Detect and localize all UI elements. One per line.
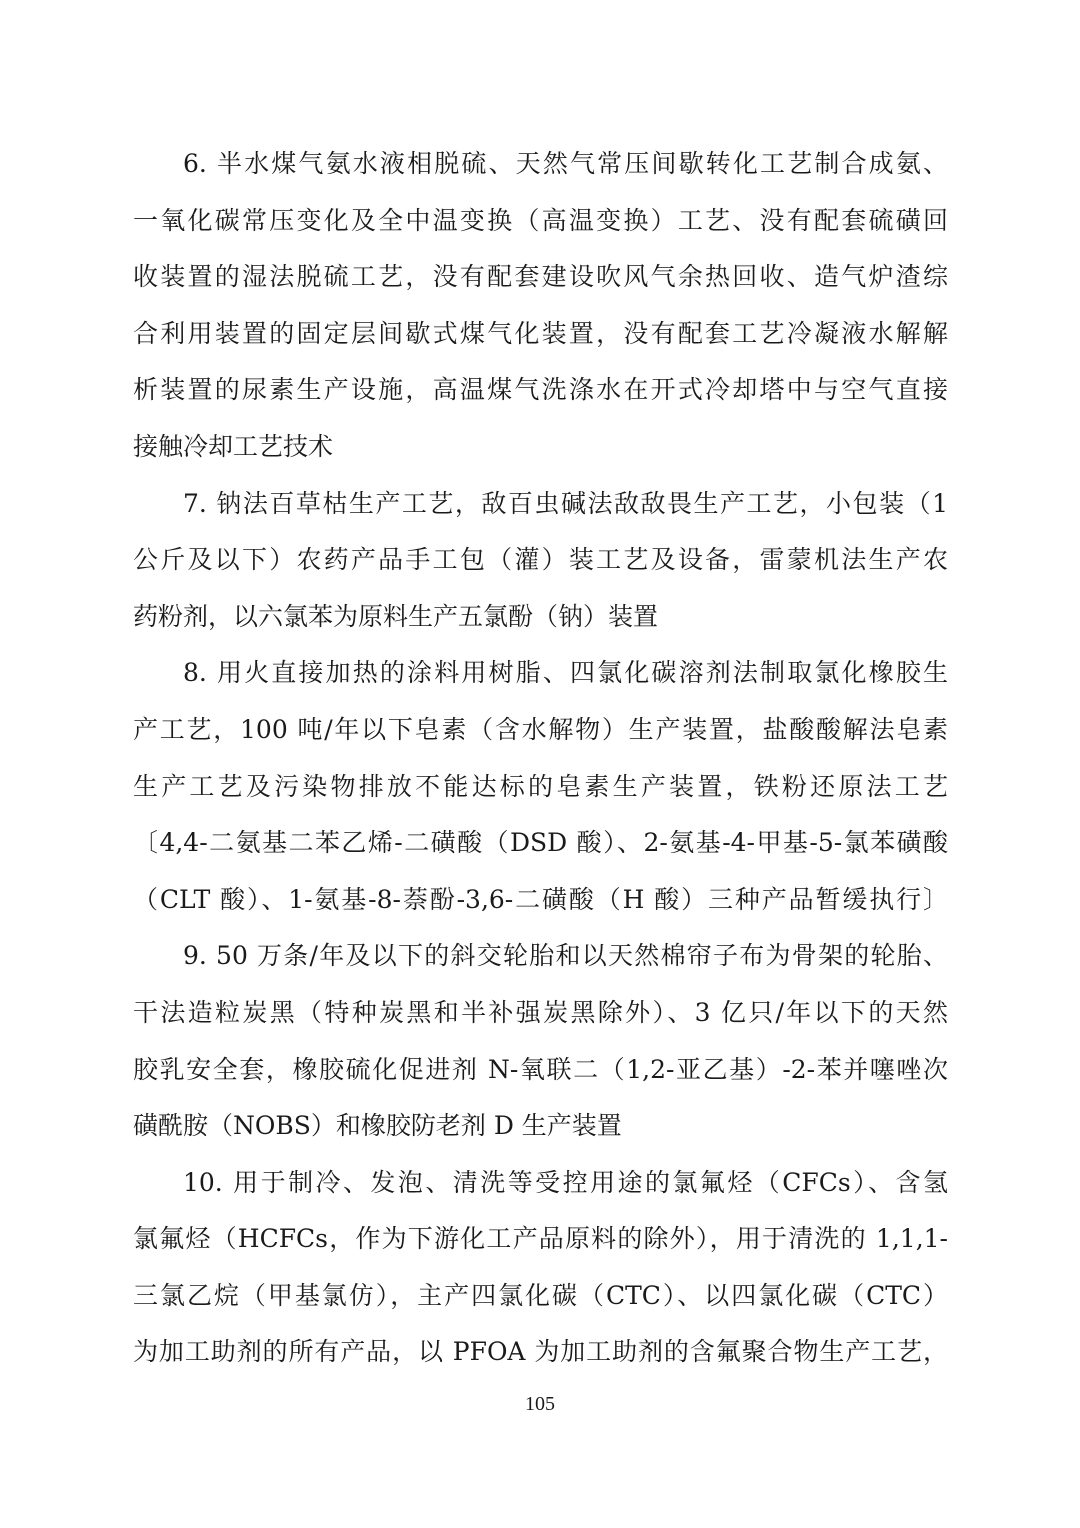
paragraph-8-line-2: 产工艺，100 吨/年以下皂素（含水解物）生产装置，盐酸酸解法皂素	[133, 714, 948, 744]
paragraph-6-line-4: 合利用装置的固定层间歇式煤气化装置，没有配套工艺冷凝液水解解	[133, 318, 948, 348]
paragraph-10-line-1: 10. 用于制冷、发泡、清洗等受控用途的氯氟烃（CFCs）、含氢	[183, 1167, 948, 1197]
paragraph-9-line-3: 胶乳安全套，橡胶硫化促进剂 N-氧联二（1,2-亚乙基）-2-苯并噻唑次	[133, 1054, 948, 1084]
paragraph-6-line-6: 接触冷却工艺技术	[133, 431, 334, 461]
paragraph-8-line-5: （CLT 酸）、1-氨基-8-萘酚-3,6-二磺酸（H 酸）三种产品暂缓执行〕	[133, 884, 948, 914]
paragraph-9-line-2: 干法造粒炭黑（特种炭黑和半补强炭黑除外）、3 亿只/年以下的天然	[133, 997, 948, 1027]
paragraph-10-line-3: 三氯乙烷（甲基氯仿），主产四氯化碳（CTC）、以四氯化碳（CTC）	[133, 1280, 948, 1310]
paragraph-6-line-1: 6. 半水煤气氨水液相脱硫、天然气常压间歇转化工艺制合成氨、	[183, 149, 948, 178]
paragraph-8-line-4: 〔4,4-二氨基二苯乙烯-二磺酸（DSD 酸）、2-氨基-4-甲基-5-氯苯磺酸	[133, 828, 948, 858]
paragraph-7-line-3: 药粉剂，以六氯苯为原料生产五氯酚（钠）装置	[133, 601, 659, 631]
paragraph-10-line-4: 为加工助剂的所有产品，以 PFOA 为加工助剂的含氟聚合物生产工艺，	[133, 1337, 948, 1367]
document-body	[133, 136, 948, 1381]
paragraph-10-line-2: 氯氟烃（HCFCs，作为下游化工产品原料的除外），用于清洗的 1,1,1-	[133, 1224, 948, 1254]
paragraph-6-line-2: 一氧化碳常压变化及全中温变换（高温变换）工艺、没有配套硫磺回	[133, 205, 948, 235]
paragraph-8-line-1: 8. 用火直接加热的涂料用树脂、四氯化碳溶剂法制取氯化橡胶生	[183, 658, 948, 688]
paragraph-9-line-1: 9. 50 万条/年及以下的斜交轮胎和以天然棉帘子布为骨架的轮胎、	[183, 941, 948, 971]
paragraph-8-line-3: 生产工艺及污染物排放不能达标的皂素生产装置，铁粉还原法工艺	[133, 771, 948, 801]
paragraph-6-line-3: 收装置的湿法脱硫工艺，没有配套建设吹风气余热回收、造气炉渣综	[133, 262, 948, 292]
paragraph-9-line-4: 磺酰胺（NOBS）和橡胶防老剂 D 生产装置	[133, 1111, 622, 1141]
paragraph-6-line-5: 析装置的尿素生产设施，高温煤气洗涤水在开式冷却塔中与空气直接	[133, 375, 948, 405]
page-number: 105	[525, 1393, 555, 1415]
paragraph-7-line-1: 7. 钠法百草枯生产工艺，敌百虫碱法敌敌畏生产工艺，小包装（1	[183, 488, 948, 518]
paragraph-7-line-2: 公斤及以下）农药产品手工包（灌）装工艺及设备，雷蒙机法生产农	[133, 545, 948, 575]
